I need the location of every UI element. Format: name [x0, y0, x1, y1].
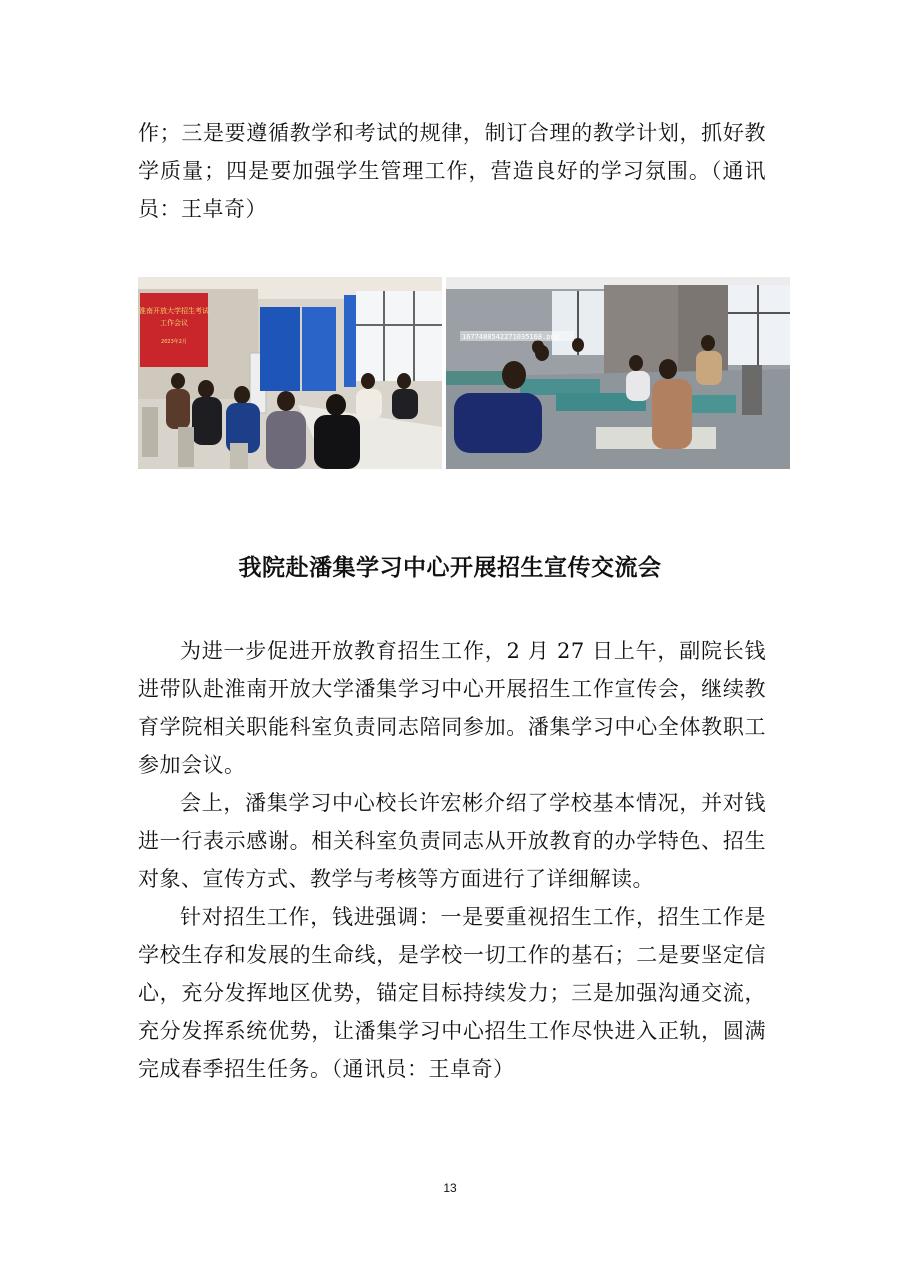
classroom-photo-illustration	[446, 277, 790, 469]
projection-screen	[140, 293, 208, 367]
article-paragraph-3: 针对招生工作，钱进强调：一是要重视招生工作，招生工作是学校生存和发展的生命线，是学校一切工作的基石；二是要坚定信心，充分发挥地区优势，锚定目标持续发力；三是加强沟通交流，充分发挥系统优势，让潘集学习中心招生工作尽快进入正轨，圆满完成春季招生任务。（通讯员：王卓奇）	[138, 905, 766, 1081]
article-paragraph-1: 为进一步促进开放教育招生工作，2 月 27 日上午，副院长钱进带队赴淮南开放大学潘集学习中心开展招生工作宣传会，继续教育学院相关职能科室负责同志陪同参加。潘集学习中心全体教职工参加会议。	[138, 639, 766, 777]
article-title: 我院赴潘集学习中心开展招生宣传交流会	[238, 555, 662, 581]
screen-text-line3: 2023年2月	[161, 339, 187, 345]
continued-paragraph: 作；三是要遵循教学和考试的规律，制订合理的教学计划，抓好教学质量；四是要加强学生管理工作，营造良好的学习氛围。（通讯员：王卓奇）	[138, 121, 766, 221]
meeting-photo-classroom	[446, 277, 790, 469]
screen-text-line2: 工作会议	[160, 319, 188, 327]
meeting-photo-illustration	[138, 277, 442, 469]
article-paragraph-2: 会上，潘集学习中心校长许宏彬介绍了学校基本情况，并对钱进一行表示感谢。相关科室负责同志从开放教育的办学特色、招生对象、宣传方式、教学与考核等方面进行了详细解读。	[138, 791, 766, 891]
page-number: 13	[443, 1181, 457, 1195]
photo-watermark: 1677488542271035168.png	[462, 333, 559, 341]
meeting-photo-conference-room	[138, 277, 442, 469]
screen-text-line1: 淮南开放大学招生考试	[139, 307, 209, 315]
